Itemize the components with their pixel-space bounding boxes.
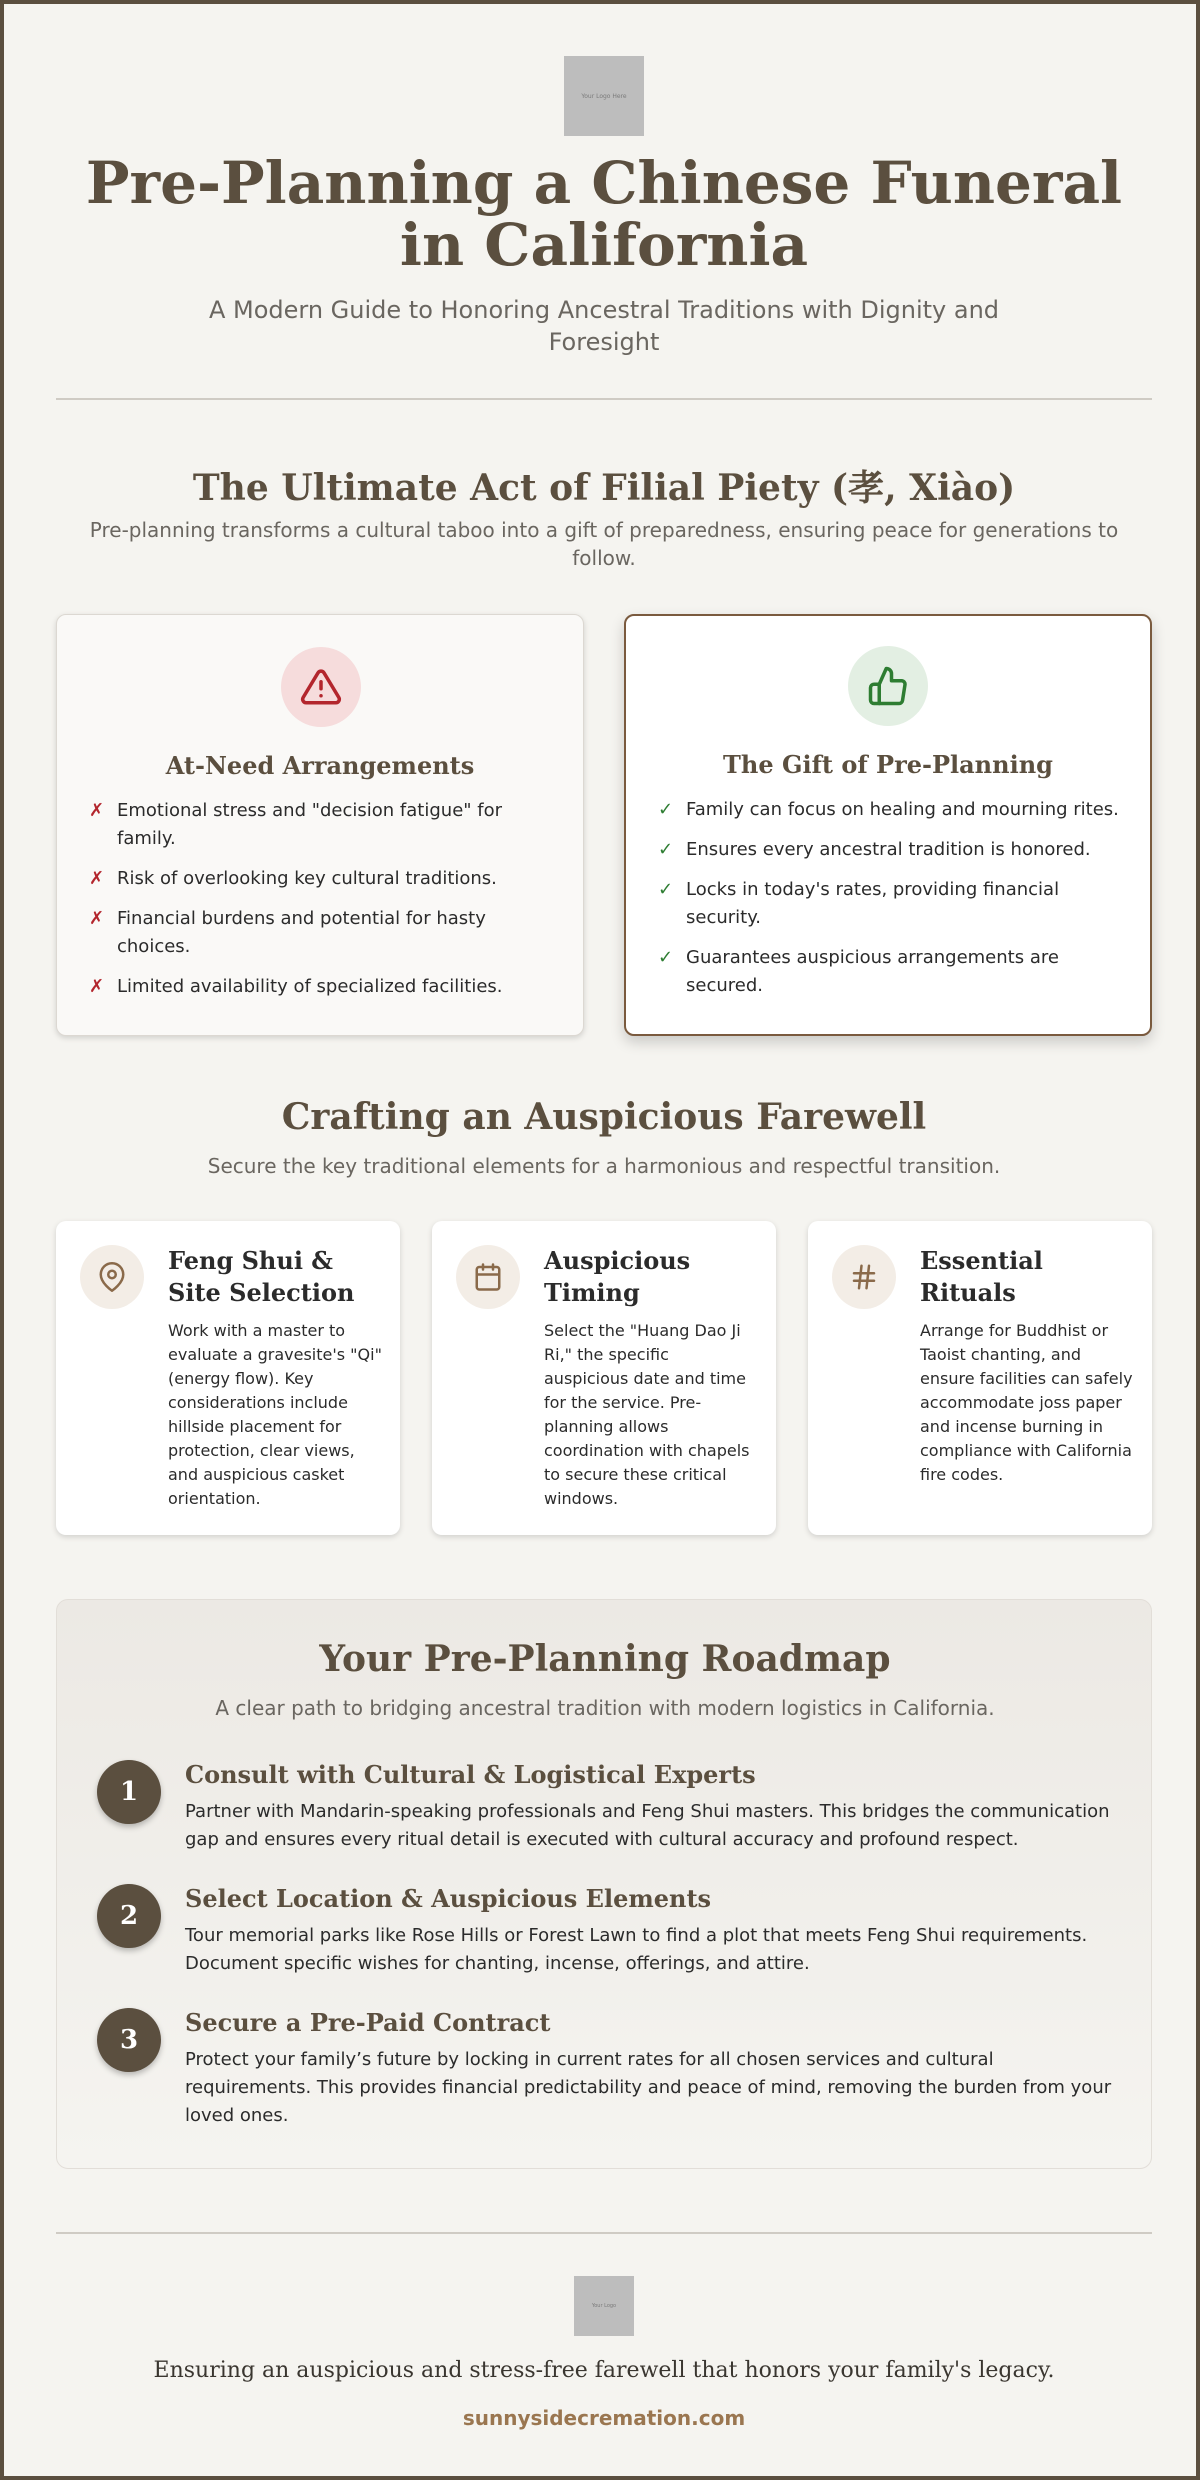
list-item: [658, 796, 1122, 824]
feature-card-feng-shui: [56, 1221, 400, 1535]
thumbs-up-icon: [848, 646, 928, 726]
calendar-icon: [456, 1245, 520, 1309]
list-item: [89, 905, 555, 961]
footer-tagline: Ensuring an auspicious and stress-free farewell that honors your family's legacy.: [153, 2358, 1055, 2383]
farewell-subtitle: Secure the key traditional elements for a harmonious and respectful transition.: [207, 1154, 1001, 1178]
step-text: Tour memorial parks like Rose Hills or Forest Lawn to find a plot that meets Feng Shui requirements. Document specific wishes for chanting, incense, offerings, and attire.: [185, 1925, 1088, 1974]
header-logo: [564, 56, 644, 136]
gift-title: The Gift of Pre-Planning: [723, 750, 1053, 779]
footer-logo-text: Your Logo: [591, 2303, 617, 2309]
cross-icon: ✗: [89, 976, 105, 997]
cross-icon: ✗: [89, 800, 105, 821]
at-need-title: At-Need Arrangements: [165, 751, 475, 780]
feature-text: Arrange for Buddhist or Taoist chanting, and ensure facilities can safely accommodate joss paper and incense burning in compliance with California fire codes.: [920, 1321, 1133, 1484]
list-item-text: Family can focus on healing and mourning rites.: [686, 799, 1119, 820]
step-number: 3: [97, 2008, 161, 2072]
check-icon: ✓: [658, 947, 674, 968]
footer-logo: [574, 2276, 634, 2336]
divider: [56, 2232, 1152, 2234]
list-item: [658, 876, 1122, 932]
feature-title: Essential Rituals: [920, 1246, 1043, 1307]
at-need-card: [56, 614, 584, 1036]
step-number: 1: [97, 1760, 161, 1824]
roadmap-subtitle: A clear path to bridging ancestral tradition with modern logistics in California.: [215, 1696, 995, 1720]
divider: [56, 398, 1152, 400]
step-text: Protect your family’s future by locking in current rates for all chosen services and cultural requirements. This provides financial predictability and peace of mind, removing the burden from your loved ones.: [185, 2049, 1112, 2126]
check-icon: ✓: [658, 839, 674, 860]
piety-title: The Ultimate Act of Filial Piety (孝, Xiào): [192, 467, 1016, 509]
header-logo-text: Your Logo Here: [581, 92, 627, 100]
step-number: 2: [97, 1884, 161, 1948]
page-title: Pre-Planning a Chinese Funeral in California: [85, 149, 1123, 279]
map-pin-icon: [80, 1245, 144, 1309]
list-item-text: Limited availability of specialized facilities.: [117, 976, 503, 997]
step-title: Select Location & Auspicious Elements: [185, 1884, 712, 1913]
feature-text: Select the "Huang Dao Ji Ri," the specific auspicious date and time for the service. Pre-planning allows coordination with chapels to secure these critical windows.: [544, 1321, 750, 1508]
hash-icon: [832, 1245, 896, 1309]
cross-icon: ✗: [89, 868, 105, 889]
step-title: Consult with Cultural & Logistical Experts: [185, 1760, 756, 1789]
gift-list: [658, 796, 1122, 1012]
at-need-list: [89, 797, 555, 1013]
list-item-text: Locks in today's rates, providing financial security.: [686, 879, 1060, 928]
check-icon: ✓: [658, 799, 674, 820]
list-item-text: Risk of overlooking key cultural traditions.: [117, 868, 497, 889]
gift-card: [624, 614, 1152, 1036]
step-text: Partner with Mandarin-speaking professionals and Feng Shui masters. This bridges the communication gap and ensures every ritual detail is executed with cultural accuracy and profound respect.: [185, 1801, 1110, 1850]
list-item-text: Guarantees auspicious arrangements are secured.: [686, 947, 1059, 996]
farewell-title: Crafting an Auspicious Farewell: [281, 1096, 927, 1138]
roadmap-title: Your Pre-Planning Roadmap: [319, 1638, 891, 1680]
list-item: [89, 797, 555, 853]
cross-icon: ✗: [89, 908, 105, 929]
step-title: Secure a Pre-Paid Contract: [185, 2008, 551, 2037]
feature-card-rituals: [808, 1221, 1152, 1535]
feature-card-timing: [432, 1221, 776, 1535]
feature-title: Auspicious Timing: [544, 1246, 691, 1307]
check-icon: ✓: [658, 879, 674, 900]
feature-text: Work with a master to evaluate a gravesite's "Qi" (energy flow). Key considerations include hillside placement for protection, clear views, and auspicious casket orientation.: [168, 1321, 382, 1508]
list-item: [89, 973, 555, 1001]
list-item-text: Financial burdens and potential for hasty choices.: [117, 908, 486, 957]
piety-subtitle: Pre-planning transforms a cultural taboo into a gift of preparedness, ensuring peace for generations to follow.: [89, 518, 1119, 570]
list-item: [658, 836, 1122, 864]
roadmap-panel: [56, 1599, 1152, 2169]
page-subtitle: A Modern Guide to Honoring Ancestral Traditions with Dignity and Foresight: [208, 296, 1000, 356]
list-item: [658, 944, 1122, 1000]
list-item-text: Emotional stress and "decision fatigue" for family.: [117, 800, 503, 849]
website-link[interactable]: sunnysidecremation.com: [462, 2406, 746, 2430]
feature-title: Feng Shui & Site Selection: [168, 1246, 355, 1307]
warning-icon: [281, 647, 361, 727]
list-item: [89, 865, 555, 893]
list-item-text: Ensures every ancestral tradition is honored.: [686, 839, 1091, 860]
